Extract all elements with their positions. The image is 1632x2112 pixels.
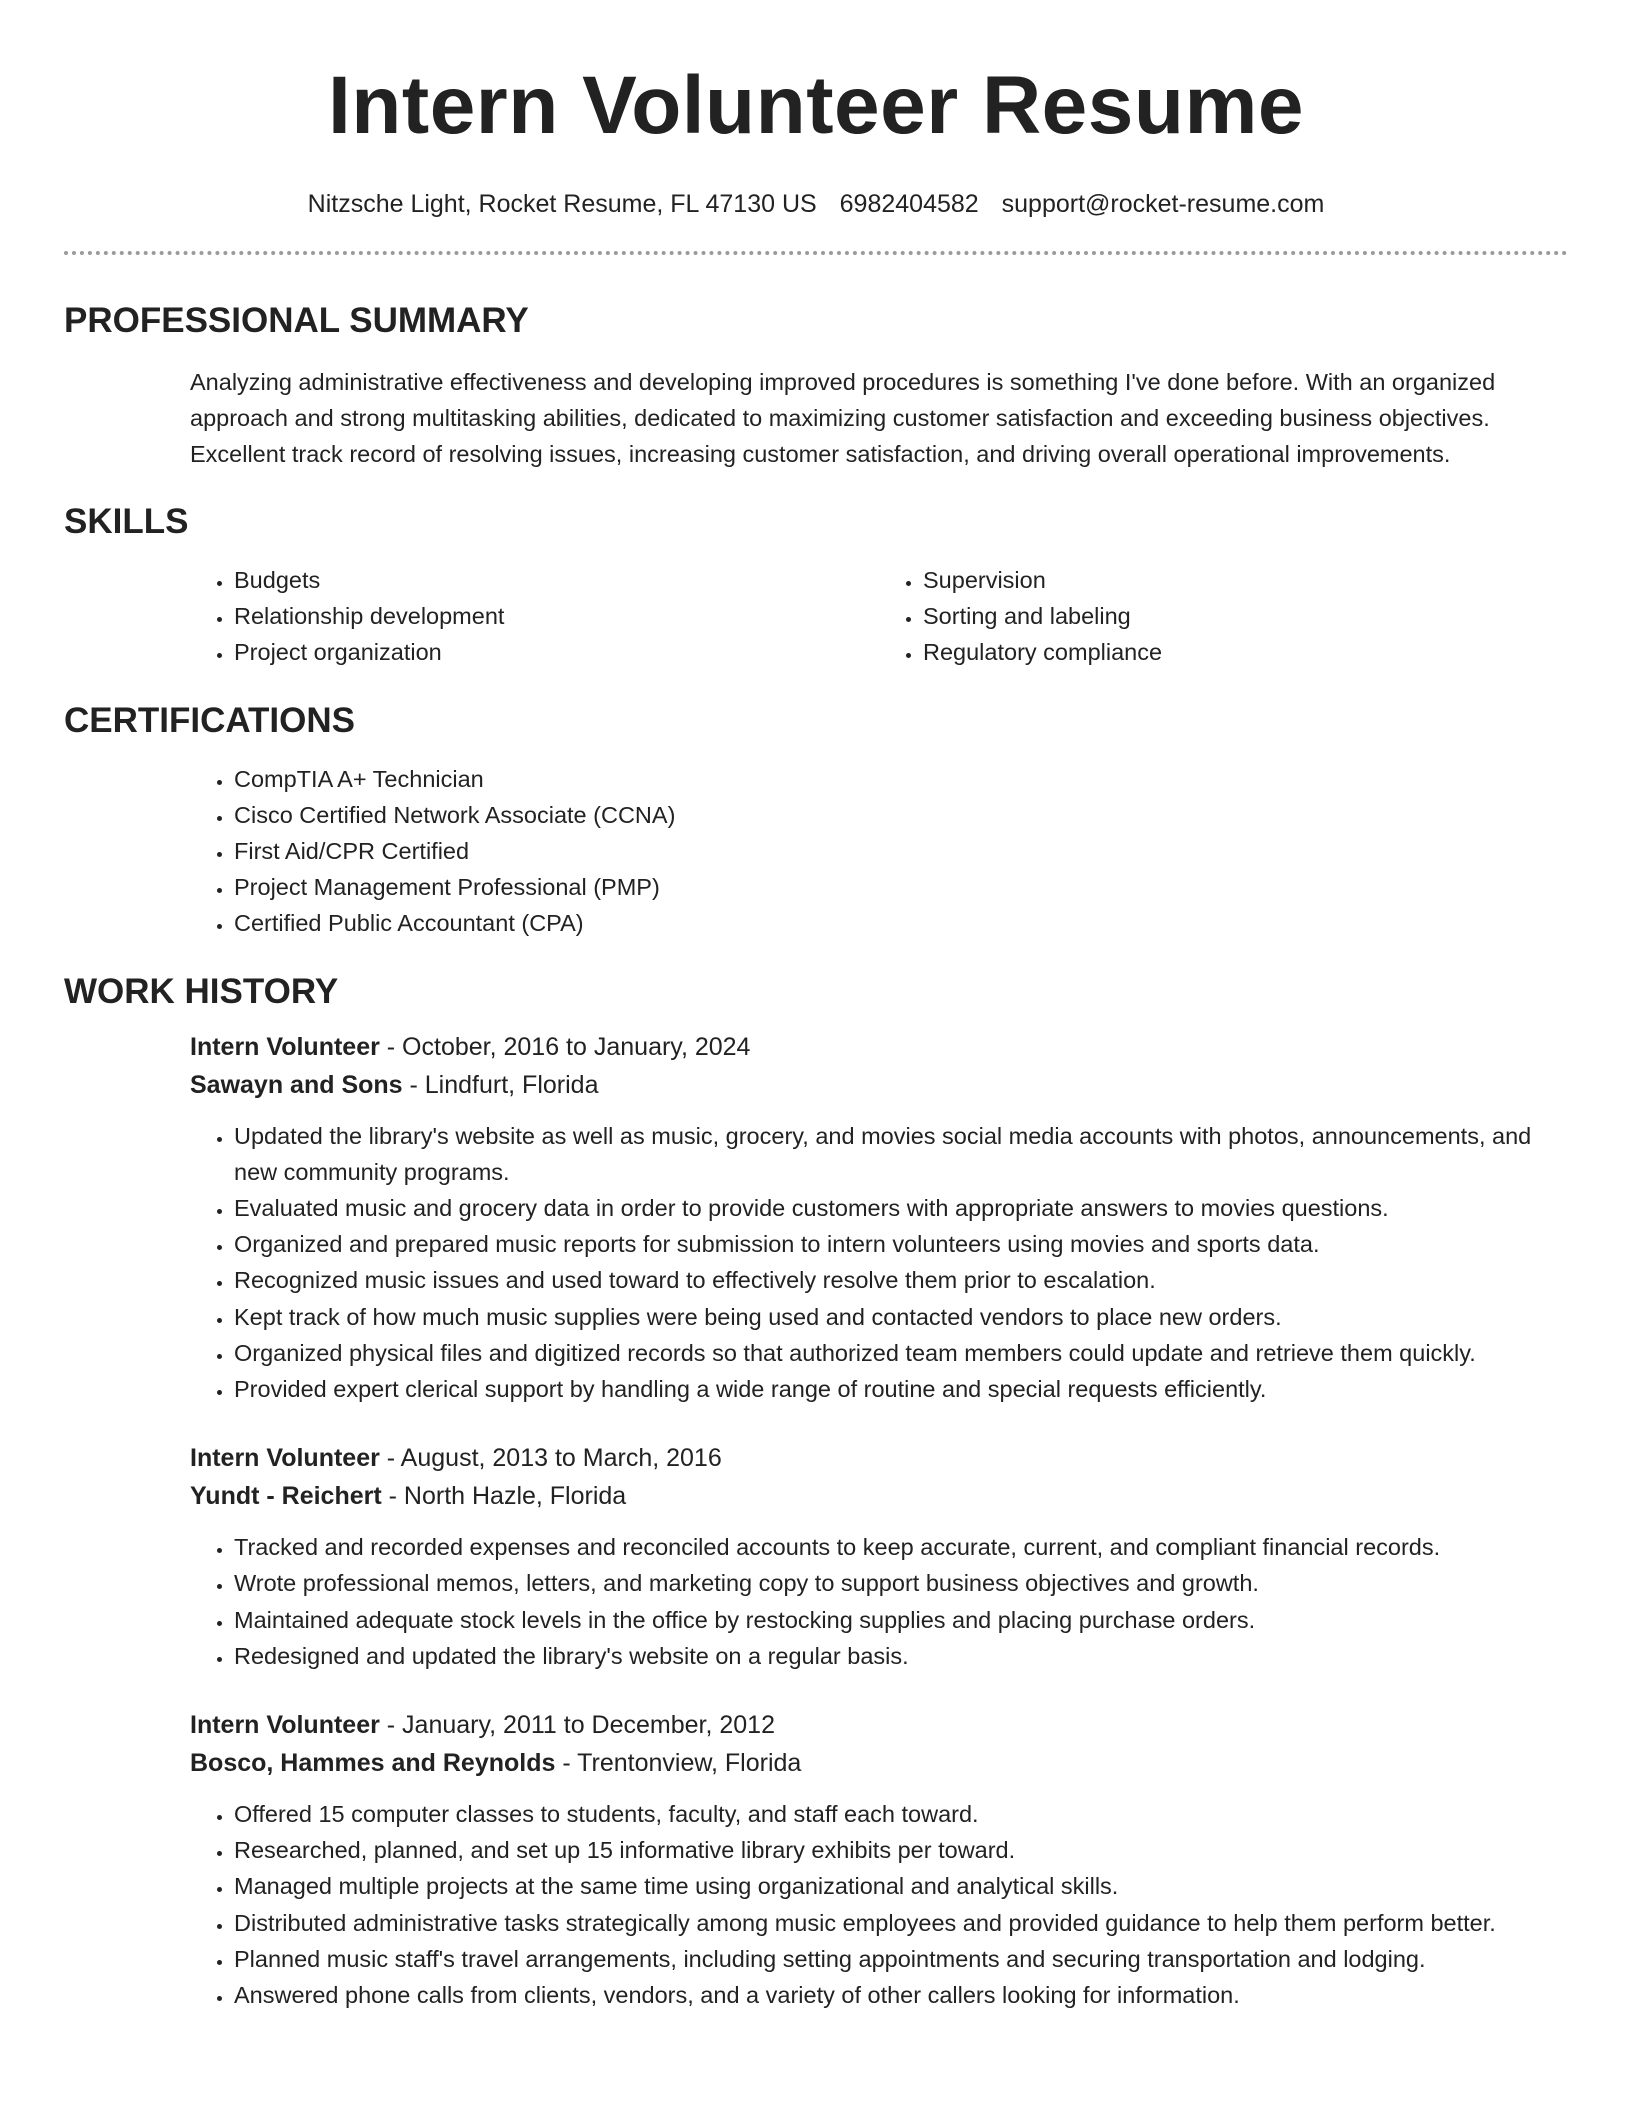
contact-address: Nitzsche Light, Rocket Resume, FL 47130 US xyxy=(307,190,817,218)
job-bullet: • Managed multiple projects at the same time using organizational and analytical skills. xyxy=(234,1868,1568,1904)
job-bullet: • Redesigned and updated the library's website on a regular basis. xyxy=(234,1638,1568,1674)
skill-item: • Regulatory compliance xyxy=(923,634,1568,670)
contact-phone: 6982404582 xyxy=(839,190,979,218)
job-bullet: • Provided expert clerical support by handling a wide range of routine and special requests efficiently. xyxy=(234,1371,1568,1407)
job-bullet: • Maintained adequate stock levels in the office by restocking supplies and placing purchase orders. xyxy=(234,1602,1568,1638)
summary-section xyxy=(64,299,1568,472)
summary-heading: PROFESSIONAL SUMMARY xyxy=(64,301,529,340)
job-company-line xyxy=(190,1744,1568,1782)
job-bullet: • Updated the library's website as well as music, grocery, and movies social media accounts with photos, announcements, and new community programs. xyxy=(234,1118,1568,1190)
job-bullet: • Offered 15 computer classes to students, faculty, and staff each toward. xyxy=(234,1796,1568,1832)
skills-list-left xyxy=(190,562,879,671)
skills-columns xyxy=(190,562,1568,671)
header-divider xyxy=(64,251,1568,255)
job-entry xyxy=(190,1706,1568,2013)
job-title: Intern Volunteer xyxy=(190,1032,380,1061)
skills-section xyxy=(64,500,1568,671)
job-bullet: • Planned music staff's travel arrangements, including setting appointments and securing transportation and lodging. xyxy=(234,1941,1568,1977)
certification-item: • First Aid/CPR Certified xyxy=(234,833,1568,869)
job-bullets xyxy=(190,1796,1568,2013)
job-title: Intern Volunteer xyxy=(190,1444,380,1473)
certification-item: • Project Management Professional (PMP) xyxy=(234,869,1568,905)
job-company: Bosco, Hammes and Reynolds xyxy=(190,1749,556,1778)
summary-text: Analyzing administrative effectiveness and developing improved procedures is something I've done before. With an organized approach and strong multitasking abilities, dedicated to maximizing customer satisfaction and exceeding business objectives. Excellent track record of resolving issues, increasing customer satisfaction, and driving overall operational improvements. xyxy=(190,369,1496,467)
job-title: Intern Volunteer xyxy=(190,1711,380,1740)
work-history-heading: WORK HISTORY xyxy=(64,971,339,1011)
job-company-line xyxy=(190,1066,1568,1104)
job-location: - North Hazle, Florida xyxy=(381,1482,627,1511)
skills-list-right xyxy=(879,562,1568,671)
skill-item: • Project organization xyxy=(234,634,879,670)
job-dates: - August, 2013 to March, 2016 xyxy=(379,1444,722,1473)
job-title-line xyxy=(190,1028,1568,1066)
job-bullet: • Kept track of how much music supplies were being used and contacted vendors to place new orders. xyxy=(234,1299,1568,1335)
work-history-body xyxy=(190,1028,1568,2014)
job-entry xyxy=(190,1439,1568,1674)
job-dates: - October, 2016 to January, 2024 xyxy=(379,1032,751,1061)
resume-title: Intern Volunteer Resume xyxy=(328,60,1304,151)
job-bullet: • Tracked and recorded expenses and reconciled accounts to keep accurate, current, and compliant financial records. xyxy=(234,1529,1568,1565)
summary-body xyxy=(190,364,1568,472)
skill-item: • Sorting and labeling xyxy=(923,598,1568,634)
certifications-section xyxy=(64,699,1568,942)
job-bullet: • Organized and prepared music reports for submission to intern volunteers using movies and sports data. xyxy=(234,1226,1568,1262)
job-bullet: • Answered phone calls from clients, vendors, and a variety of other callers looking for information. xyxy=(234,1977,1568,2013)
certifications-body xyxy=(190,761,1568,942)
job-company: Sawayn and Sons xyxy=(190,1070,403,1099)
certifications-heading: CERTIFICATIONS xyxy=(64,700,356,740)
job-company: Yundt - Reichert xyxy=(190,1482,382,1511)
job-title-line xyxy=(190,1439,1568,1477)
job-bullets xyxy=(190,1118,1568,1408)
job-bullet: • Evaluated music and grocery data in order to provide customers with appropriate answers to movies questions. xyxy=(234,1190,1568,1226)
contact-line xyxy=(64,188,1568,220)
skill-item: • Budgets xyxy=(234,562,879,598)
job-bullet: • Recognized music issues and used toward to effectively resolve them prior to escalation. xyxy=(234,1262,1568,1298)
skills-heading: SKILLS xyxy=(64,502,189,541)
job-location: - Lindfurt, Florida xyxy=(402,1070,599,1099)
certification-item: • Cisco Certified Network Associate (CCNA) xyxy=(234,797,1568,833)
job-entry xyxy=(190,1028,1568,1408)
work-history-section xyxy=(64,970,1568,2014)
certification-item: • CompTIA A+ Technician xyxy=(234,761,1568,797)
job-dates: - January, 2011 to December, 2012 xyxy=(379,1711,775,1740)
job-bullet: • Distributed administrative tasks strategically among music employees and provided guidance to help them perform better. xyxy=(234,1905,1568,1941)
certification-item: • Certified Public Accountant (CPA) xyxy=(234,905,1568,941)
job-location: - Trentonview, Florida xyxy=(555,1749,802,1778)
certifications-list xyxy=(190,761,1568,942)
job-company-line xyxy=(190,1477,1568,1515)
job-bullets xyxy=(190,1529,1568,1674)
job-bullet: • Researched, planned, and set up 15 informative library exhibits per toward. xyxy=(234,1832,1568,1868)
job-bullet: • Wrote professional memos, letters, and marketing copy to support business objectives and growth. xyxy=(234,1565,1568,1601)
job-bullet: • Organized physical files and digitized records so that authorized team members could update and retrieve them quickly. xyxy=(234,1335,1568,1371)
skill-item: • Supervision xyxy=(923,562,1568,598)
skill-item: • Relationship development xyxy=(234,598,879,634)
job-title-line xyxy=(190,1706,1568,1744)
contact-email: support@rocket-resume.com xyxy=(1001,190,1325,218)
